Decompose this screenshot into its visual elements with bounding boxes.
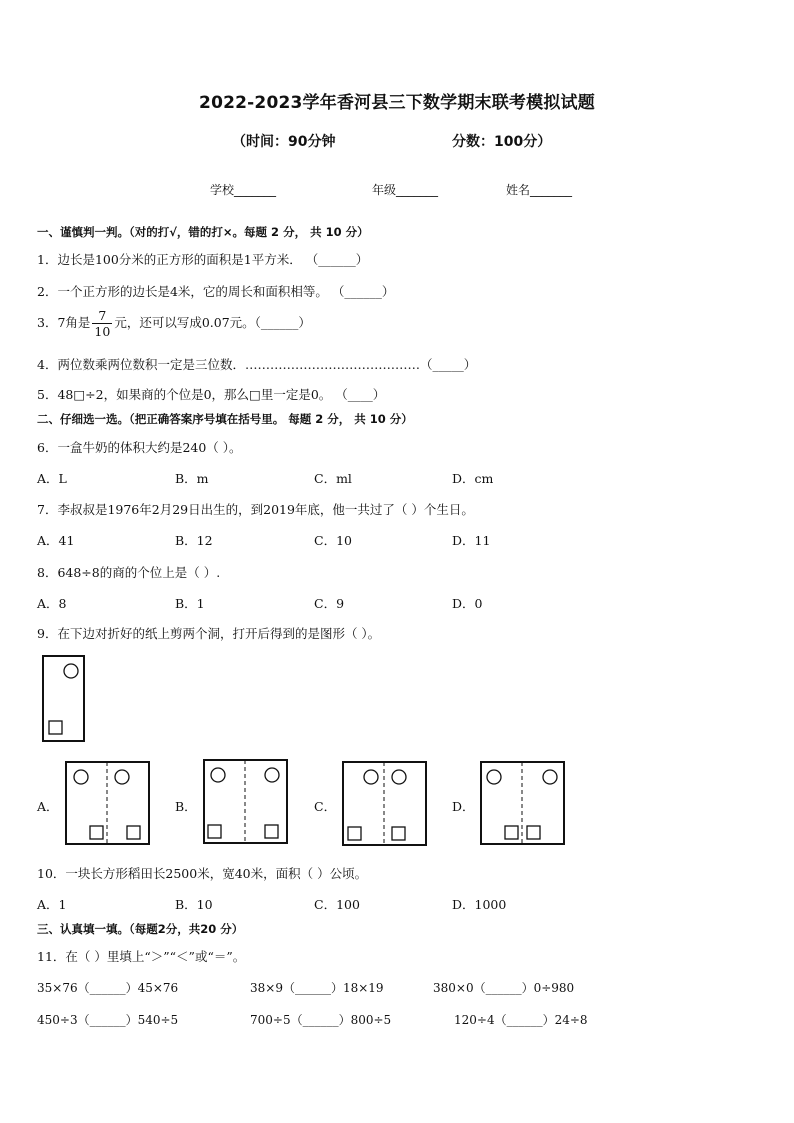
exam-score: 分数：100分） — [452, 134, 552, 150]
folded-paper-figure — [40, 653, 88, 745]
q8-option-a[interactable]: A．8 — [37, 596, 67, 611]
section3-heading: 三、认真填一填。（每题2分，共20 分） — [37, 922, 244, 936]
q7-option-b[interactable]: B．12 — [175, 533, 213, 548]
q10-option-b[interactable]: B．10 — [175, 897, 213, 912]
question-9: 9．在下边对折好的纸上剪两个洞，打开后得到的是图形（ ）。 — [37, 626, 381, 641]
question-7: 7．李叔叔是1976年2月29日出生的，到2019年底，他一共过了（ ）个生日。 — [37, 502, 474, 517]
q8-option-b[interactable]: B．1 — [175, 596, 205, 611]
q6-option-b[interactable]: B．m — [175, 471, 209, 486]
grade-field[interactable]: 年级_______ — [372, 183, 439, 197]
question-6: 6．一盒牛奶的体积大约是240（ ）。 — [37, 440, 242, 455]
q10-option-c[interactable]: C．100 — [314, 897, 360, 912]
section1-heading: 一、谨慎判一判。（对的打√，错的打×。每题 2 分， 共 10 分） — [37, 225, 369, 239]
q7-option-c[interactable]: C．10 — [314, 533, 352, 548]
question-11: 11．在（ ）里填上“＞”“＜”或“＝”。 — [37, 949, 246, 964]
exam-time: （时间：90分钟 — [232, 134, 336, 150]
q7-option-d[interactable]: D．11 — [452, 533, 491, 548]
compare-item[interactable]: 38×9（______）18×19 — [250, 981, 384, 995]
fraction-7-10 — [92, 308, 112, 339]
question-5: 5．48□÷2，如果商的个位是0，那么□里一定是0。 （____） — [37, 387, 386, 402]
question-10: 10．一块长方形稻田长2500米，宽40米，面积（ ）公顷。 — [37, 866, 368, 881]
q8-option-d[interactable]: D．0 — [452, 596, 483, 611]
question-3-tail: 元，还可以写成0.07元。（______） — [114, 315, 311, 330]
q9-option-d[interactable]: D． — [452, 799, 475, 814]
name-field[interactable]: 姓名_______ — [506, 183, 573, 197]
q10-option-d[interactable]: D．1000 — [452, 897, 507, 912]
question-1: 1．边长是100分米的正方形的面积是1平方米． （______） — [37, 252, 369, 267]
section2-heading: 二、仔细选一选。（把正确答案序号填在括号里。 每题 2 分， 共 10 分） — [37, 412, 413, 426]
q6-option-d[interactable]: D．cm — [452, 471, 494, 486]
q9-option-a[interactable]: A． — [37, 799, 59, 814]
question-4: 4．两位数乘两位数积一定是三位数．……………………………………（_____） — [37, 357, 477, 372]
q9-figure-b[interactable] — [201, 758, 289, 846]
q7-option-a[interactable]: A．41 — [37, 533, 75, 548]
q6-option-a[interactable]: A．L — [37, 471, 67, 486]
compare-item[interactable]: 120÷4（______）24÷8 — [454, 1013, 588, 1027]
exam-title: 2022-2023学年香河县三下数学期末联考模拟试题 — [199, 93, 595, 113]
question-3-lead: 3．7角是 — [37, 315, 91, 330]
compare-item[interactable]: 380×0（______）0÷980 — [433, 981, 575, 995]
compare-item[interactable]: 35×76（______）45×76 — [37, 981, 179, 995]
q10-option-a[interactable]: A．1 — [37, 897, 67, 912]
question-8: 8．648÷8的商的个位上是（ ）. — [37, 565, 221, 580]
question-3 — [37, 308, 311, 339]
q8-option-c[interactable]: C．9 — [314, 596, 345, 611]
q9-option-c[interactable]: C． — [314, 799, 337, 814]
q9-figure-a[interactable] — [63, 760, 151, 846]
q9-figure-d[interactable] — [478, 760, 566, 846]
compare-item[interactable]: 700÷5（______）800÷5 — [250, 1013, 392, 1027]
q6-option-c[interactable]: C．ml — [314, 471, 352, 486]
q9-figure-c[interactable] — [340, 760, 428, 848]
fraction-numerator: 7 — [92, 308, 112, 324]
school-field[interactable]: 学校_______ — [210, 183, 277, 197]
compare-item[interactable]: 450÷3（______）540÷5 — [37, 1013, 179, 1027]
fraction-denominator: 10 — [94, 324, 111, 339]
question-2: 2．一个正方形的边长是4米，它的周长和面积相等。 （______） — [37, 284, 395, 299]
q9-option-b[interactable]: B． — [175, 799, 197, 814]
